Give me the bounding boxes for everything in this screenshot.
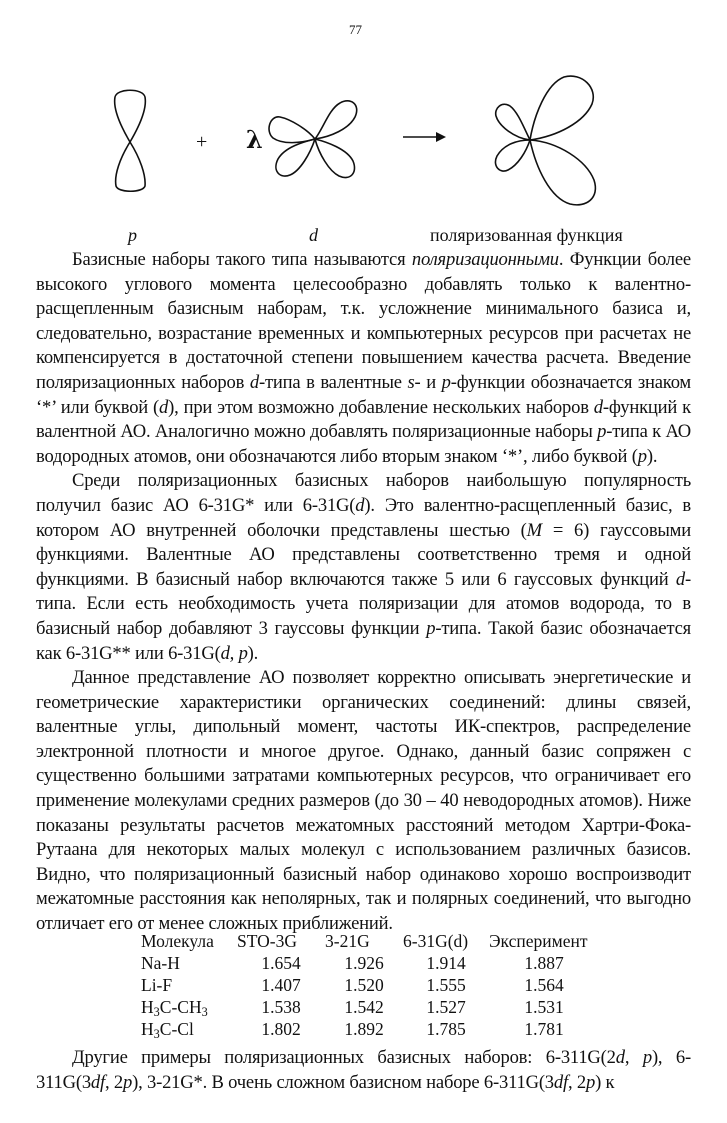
text-run: , 2 bbox=[105, 1071, 123, 1093]
results-table bbox=[141, 930, 599, 1040]
text-run: -типа. Если есть необходимость учета поляризации для атомов водорода, то в базисный набор добавляют 3 гауссовы функции bbox=[36, 568, 691, 639]
text-run: ). bbox=[247, 642, 259, 664]
text-run: -типа. Такой базис обозначается как 6-31G** или 6-31G( bbox=[36, 617, 691, 664]
italic-text: p bbox=[585, 1071, 596, 1093]
italic-text: df bbox=[90, 1071, 105, 1093]
polarized-orbital-icon bbox=[495, 76, 595, 205]
label-d: d bbox=[309, 225, 318, 245]
text-run: -типа в валентные bbox=[258, 371, 408, 393]
text-run: ), 6-311G(3 bbox=[36, 1047, 691, 1093]
cell-g631d: 1.527 bbox=[426, 997, 466, 1017]
cell-exp: 1.531 bbox=[524, 997, 564, 1017]
text-run: Данное представление АО позволяет корректно описывать энергетические и геометрические характеристики органических соединений: длины связей, валентные углы, дипольный момент, частоты ИК-спектров, распределение электронной плотности и многое другое. Однако, данный базис сопряжен с существенно большими затратами компьютерных ресурсов, что ограничивает его применение молекулами средних размеров (до 30 – 40 неводородных атомов). Ниже показаны результаты расчетов межатомных расстояний методом Хартри-Фока-Рутаана для некоторых малых молекул с использованием различных базисов. Видно, что поляризационный базисный набор одинаково хорошо воспроизводит межатомные расстояния как неполярных, так и полярных соединений, что выгодно отличает его от менее сложных приближений. bbox=[36, 667, 691, 935]
text-run: -функции обозначается знаком ‘*’ или буквой ( bbox=[36, 371, 692, 418]
text-run: -типа к АО водородных атомов, они обозначаются либо вторым знаком ‘*’, либо буквой ( bbox=[36, 421, 691, 467]
header-631gd: 6-31G(d) bbox=[403, 931, 469, 951]
d-orbital-icon bbox=[269, 99, 357, 178]
italic-text: p bbox=[426, 617, 436, 639]
page-number: 77 bbox=[349, 22, 362, 37]
plus-sign: + bbox=[196, 131, 208, 153]
text-run: Другие примеры поляризационных базисных наборов: 6-311G(2 bbox=[72, 1047, 616, 1068]
italic-text: p bbox=[123, 1071, 133, 1093]
text-run: . Функции более высокого углового момента целесообразно добавлять только к валентно-расщепленным базисным наборам, т.к. усложнение минимального базиса и, следовательно, возрастание временных и компьютерных ресурсов при расчетах не компенсируется в достаточной степени повышением качества расчета. Введение поляризационных наборов bbox=[36, 249, 691, 393]
italic-text: d bbox=[355, 494, 365, 516]
italic-text: p bbox=[441, 371, 451, 393]
text-run: - и bbox=[414, 371, 442, 393]
cell-molecule: $H_3C-Cl$ bbox=[141, 1019, 194, 1042]
text-run: , 2 bbox=[567, 1071, 586, 1093]
paragraph bbox=[36, 469, 691, 666]
p-orbital-icon bbox=[115, 90, 146, 191]
italic-text: p bbox=[597, 421, 607, 443]
text-run: ) к bbox=[595, 1071, 615, 1093]
table-header-row bbox=[141, 930, 599, 952]
italic-text: p bbox=[637, 445, 647, 467]
cell-exp: 1.781 bbox=[524, 1019, 564, 1039]
italic-text: M bbox=[526, 519, 542, 541]
cell-sto3g: 1.654 bbox=[261, 953, 301, 973]
italic-text: d bbox=[159, 396, 169, 418]
cell-sto3g: 1.407 bbox=[261, 975, 301, 995]
header-sto3g: STO-3G bbox=[237, 931, 297, 951]
cell-molecule: $H_3C-CH_3$ bbox=[141, 997, 208, 1020]
text-run: Базисные наборы такого типа называются bbox=[72, 249, 412, 270]
header-experiment: Эксперимент bbox=[489, 931, 588, 951]
text-run: ), 3-21G*. В очень сложном базисном наборе 6-311G(3 bbox=[132, 1071, 554, 1093]
italic-text: d bbox=[615, 1047, 625, 1068]
italic-text: df bbox=[553, 1071, 568, 1093]
italic-text: p bbox=[642, 1047, 652, 1068]
tail-text bbox=[36, 1046, 691, 1095]
text-run: , bbox=[624, 1047, 643, 1068]
italic-text: d bbox=[249, 371, 259, 393]
table-row bbox=[141, 952, 599, 974]
cell-molecule: Na-H bbox=[141, 953, 180, 973]
table-row bbox=[141, 996, 599, 1018]
header-molecule: Молекула bbox=[141, 931, 214, 951]
cell-exp: 1.564 bbox=[524, 975, 564, 995]
cell-molecule: Li-F bbox=[141, 975, 173, 995]
text-run: ). bbox=[646, 445, 658, 467]
italic-text: s bbox=[407, 371, 415, 393]
body-text bbox=[36, 248, 691, 937]
table-row bbox=[141, 974, 599, 996]
italic-text: d, p bbox=[220, 642, 248, 664]
cell-exp: 1.887 bbox=[524, 953, 564, 973]
text-run: Среди поляризационных базисных наборов наибольшую популярность получил базис АО 6-31G* или 6-31G( bbox=[36, 470, 691, 516]
italic-text: поляризационными bbox=[411, 249, 559, 270]
label-p: p bbox=[128, 225, 137, 245]
table-row bbox=[141, 1018, 599, 1040]
cell-g631d: 1.914 bbox=[426, 953, 466, 973]
cell-sto3g: 1.538 bbox=[261, 997, 301, 1017]
arrow-right-icon bbox=[403, 132, 446, 142]
orbital-figure bbox=[0, 0, 727, 230]
header-321g: 3-21G bbox=[325, 931, 370, 951]
cell-g321: 1.520 bbox=[344, 975, 384, 995]
cell-g321: 1.542 bbox=[344, 997, 384, 1017]
italic-text: d bbox=[593, 396, 603, 418]
paragraph bbox=[36, 666, 691, 937]
text-run: -функций к валентной АО. Аналогично можно добавлять поляризационные наборы bbox=[36, 396, 692, 443]
cell-sto3g: 1.802 bbox=[261, 1019, 301, 1039]
text-run: ), при этом возможно добавление нескольких наборов bbox=[168, 396, 594, 418]
text-run: = 6) гауссовыми функциями. Валентные АО представлены соответственно тремя и одной функциями. В базисный набор включаются также 5 или 6 гауссовых функций bbox=[36, 519, 692, 590]
lambda-symbol: λ bbox=[246, 125, 263, 154]
cell-g321: 1.926 bbox=[344, 953, 384, 973]
paragraph bbox=[36, 248, 691, 469]
cell-g321: 1.892 bbox=[344, 1019, 384, 1039]
text-run: ). Это валентно-расщепленный базис, в котором АО внутренней оболочки представлены шестью ( bbox=[36, 494, 691, 541]
italic-text: d bbox=[675, 568, 685, 590]
cell-g631d: 1.785 bbox=[426, 1019, 466, 1039]
label-polarized-function: поляризованная функция bbox=[430, 225, 623, 245]
paragraph bbox=[36, 1046, 691, 1095]
cell-g631d: 1.555 bbox=[426, 975, 466, 995]
